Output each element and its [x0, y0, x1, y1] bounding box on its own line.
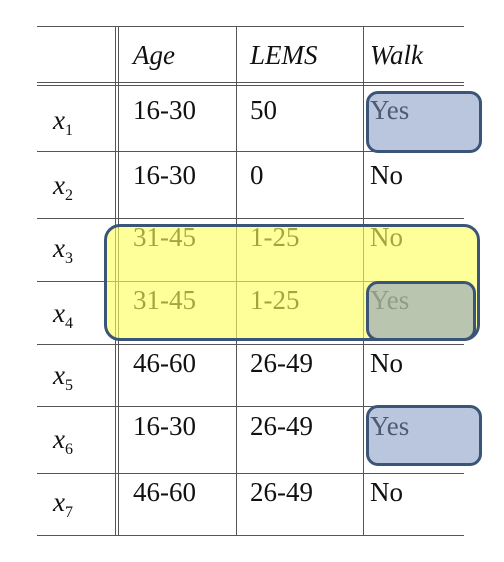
- row-subscript: 6: [64, 441, 73, 458]
- row-subscript: 4: [64, 315, 73, 332]
- table-top-border: [37, 26, 464, 27]
- row-subscript: 1: [64, 122, 73, 139]
- row-variable: x: [53, 105, 65, 135]
- header-walk: Walk: [370, 40, 423, 70]
- row-variable: x: [53, 233, 65, 263]
- row-label: [53, 424, 73, 465]
- row-variable: x: [53, 170, 65, 200]
- lems-cell: 0: [250, 160, 264, 190]
- row-subscript: 5: [64, 377, 73, 394]
- walk-cell: No: [370, 348, 403, 378]
- row-variable: x: [53, 487, 65, 517]
- row-label: [53, 360, 73, 401]
- row-variable: x: [53, 424, 65, 454]
- row-divider: [37, 218, 464, 219]
- row-divider: [37, 344, 464, 345]
- row-subscript: 7: [64, 504, 73, 521]
- walk-cell: No: [370, 477, 403, 507]
- lems-cell: 50: [250, 95, 277, 125]
- lems-cell: 26-49: [250, 411, 313, 441]
- walk-yes-highlight-row1: [366, 91, 482, 153]
- walk-yes-highlight-row6: [366, 405, 482, 466]
- lems-cell: 26-49: [250, 477, 313, 507]
- header-lems: LEMS: [250, 40, 318, 70]
- age-cell: 46-60: [133, 477, 196, 507]
- lems-cell: 26-49: [250, 348, 313, 378]
- walk-cell: No: [370, 160, 403, 190]
- row-variable: x: [53, 298, 65, 328]
- row-label: [53, 170, 73, 211]
- age-cell: 16-30: [133, 95, 196, 125]
- header-age: Age: [133, 40, 175, 70]
- age-cell: 46-60: [133, 348, 196, 378]
- age-cell: 16-30: [133, 160, 196, 190]
- row-label: [53, 233, 73, 274]
- header-divider: [37, 82, 464, 83]
- row-label: [53, 487, 73, 528]
- row-subscript: 2: [64, 187, 73, 204]
- table-bottom-border: [37, 535, 464, 536]
- row-divider: [37, 473, 464, 474]
- row-subscript: 3: [64, 250, 73, 267]
- age-cell: 16-30: [133, 411, 196, 441]
- header-divider-double: [37, 85, 464, 86]
- row-variable: x: [53, 360, 65, 390]
- walk-yes-highlight-row4: [366, 281, 476, 341]
- row-label: [53, 105, 73, 146]
- row-label: [53, 298, 73, 339]
